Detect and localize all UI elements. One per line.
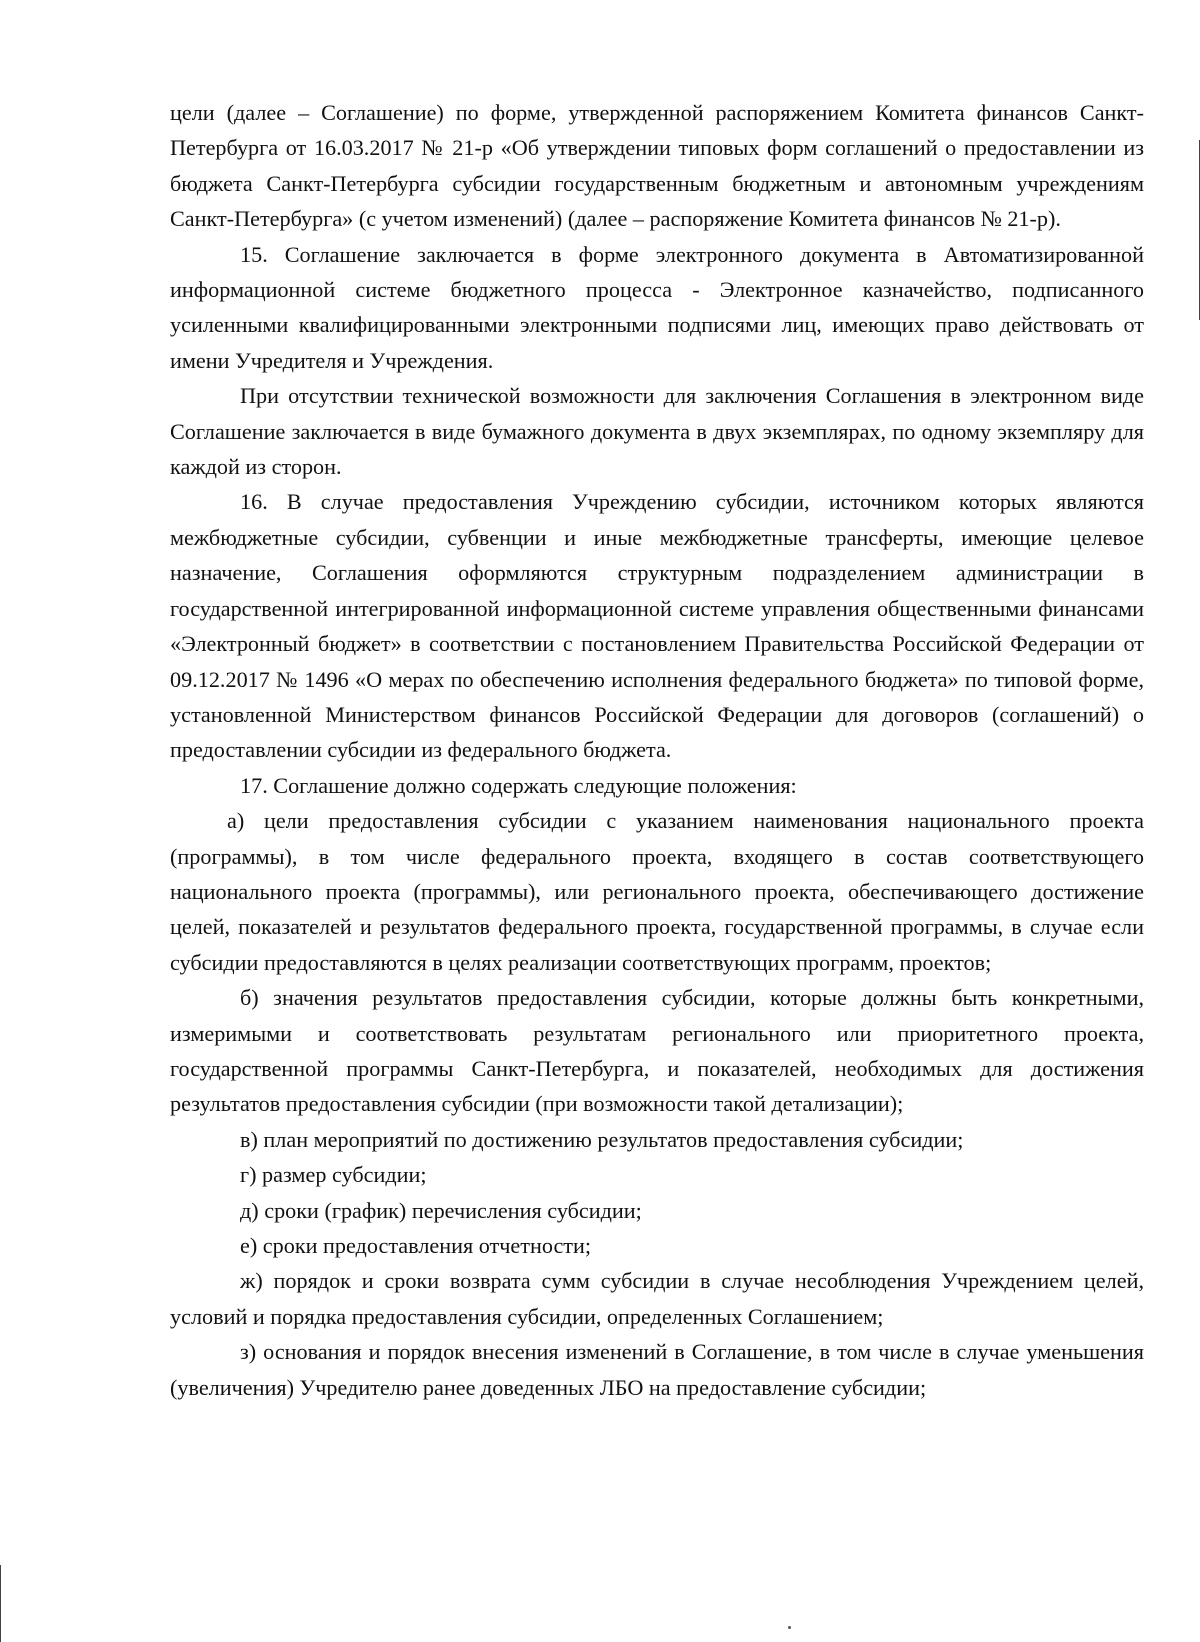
- list-item-zh-refund: ж) порядок и сроки возврата сумм субсидии в случае несоблюдения Учреждением целей, условий и порядка предоставления субсидии, определенных Соглашением;: [170, 1268, 1144, 1329]
- list-item-a-goals: а) цели предоставления субсидии с указанием наименования национального проекта (программы), в том числе федерального проекта, входящего в состав соответствующего национального проекта (программы), или регионального проекта, обеспечивающего достижение целей, показателей и результатов федерального проекта, государственной программы, в случае если субсидии предоставляются в целях реализации соответствующих программ, проектов;: [170, 808, 1144, 975]
- scan-speck: [788, 1626, 791, 1629]
- list-item-d-schedule: д) сроки (график) перечисления субсидии;: [240, 1197, 642, 1223]
- document-body: [170, 95, 1144, 1405]
- paragraph-17-agreement-contents: 17. Соглашение должно содержать следующие положения:: [240, 772, 797, 798]
- scan-edge-left: [0, 1565, 1, 1642]
- paragraph-16-interbudget-subsidies: 16. В случае предоставления Учреждению субсидии, источником которых являются межбюджетные субсидии, субвенции и иные межбюджетные трансферты, имеющие целевое назначение, Соглашения оформляются структурным подразделением администрации в государственной интегрированной информационной системе управления общественными финансами «Электронный бюджет» в соответствии с постановлением Правительства Российской Федерации от 09.12.2017 № 1496 «О мерах по обеспечению исполнения федерального бюджета» по типовой форме, установленной Министерством финансов Российской Федерации для договоров (соглашений) о предоставлении субсидии из федерального бюджета.: [170, 489, 1144, 763]
- paragraph-15-electronic-signing: 15. Соглашение заключается в форме электронного документа в Автоматизированной информационной системе бюджетного процесса - Электронное казначейство, подписанного усиленными квалифицированными электронными подписями лиц, имеющих право действовать от имени Учредителя и Учреждения.: [170, 241, 1144, 373]
- paragraph-agreement-form: цели (далее – Соглашение) по форме, утвержденной распоряжением Комитета финансов Санкт-Петербурга от 16.03.2017 № 21-р «Об утверждении типовых форм соглашений о предоставлении из бюджета Санкт-Петербурга субсидии государственным бюджетным и автономным учреждениям Санкт-Петербурга» (с учетом изменений) (далее – распоряжение Комитета финансов № 21-р).: [170, 100, 1144, 232]
- list-item-z-amendments: з) основания и порядок внесения изменений в Соглашение, в том числе в случае уменьшения (увеличения) Учредителю ранее доведенных ЛБО на предоставление субсидии;: [170, 1339, 1144, 1400]
- list-item-e-reporting: е) сроки предоставления отчетности;: [240, 1233, 592, 1258]
- paragraph-paper-agreement: При отсутствии технической возможности для заключения Соглашения в электронном виде Соглашение заключается в виде бумажного документа в двух экземплярах, по одному экземпляру для каждой из сторон.: [170, 383, 1144, 480]
- list-item-g-amount: г) размер субсидии;: [240, 1162, 427, 1188]
- list-item-b-results: б) значения результатов предоставления субсидии, которые должны быть конкретными, измеримыми и соответствовать результатам регионального или приоритетного проекта, государственной программы Санкт-Петербурга, и показателей, необходимых для достижения результатов предоставления субсидии (при возможности такой детализации);: [170, 985, 1144, 1117]
- list-item-v-action-plan: в) план мероприятий по достижению результатов предоставления субсидии;: [240, 1126, 964, 1152]
